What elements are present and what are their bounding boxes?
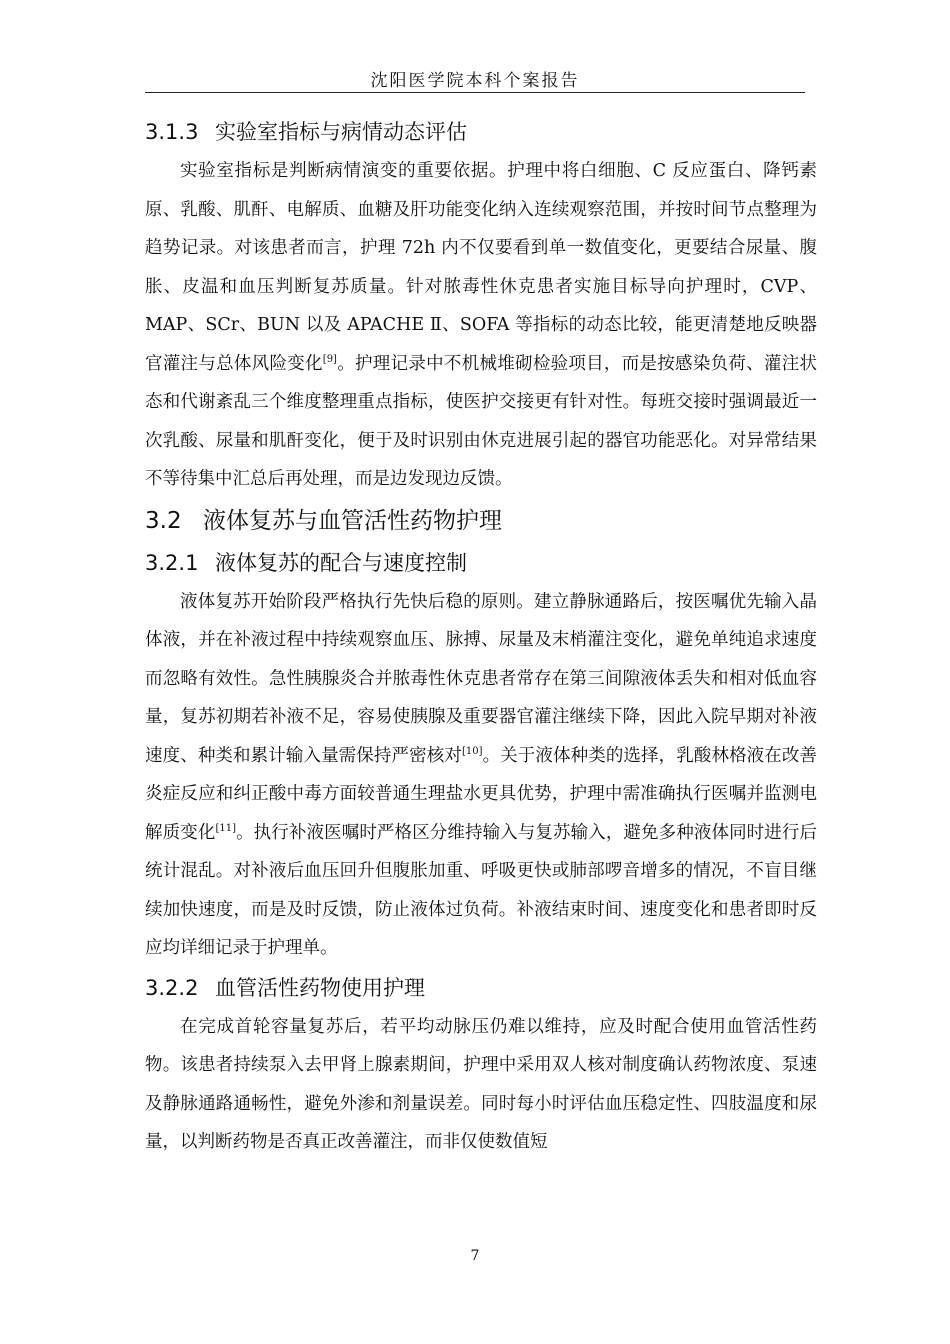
section-title: 实验室指标与病情动态评估 [215, 120, 467, 144]
paragraph-text: 。执行补液医嘱时严格区分维持输入与复苏输入，避免多种液体同时进行后统计混乱。对补液后血压回升但腹胀加重、呼吸更快或肺部啰音增多的情况，不盲目继续加快速度，而是及时反馈，防止液体过负荷。补液结束时间、速度变化和患者即时反应均详细记录于护理单。 [145, 822, 818, 958]
page-content [145, 112, 817, 1162]
citation-ref: [10] [461, 745, 483, 757]
page-header: 沈阳医学院本科个案报告 [370, 71, 580, 91]
paragraph-fluid-resuscitation [145, 583, 817, 968]
section-title: 液体复苏的配合与速度控制 [215, 550, 467, 575]
section-number: 3.1.3 [145, 120, 199, 144]
citation-ref: [9] [322, 353, 337, 365]
paragraph-text: 。护理记录中不机械堆砌检验项目，而是按感染负荷、灌注状态和代谢紊乱三个维度整理重点指标，使医护交接更有针对性。每班交接时强调最近一次乳酸、尿量和肌酐变化，便于及时识别由休克进展引起的器官功能恶化。对异常结果不等待集中汇总后再处理，而是边发现边反馈。 [145, 353, 818, 489]
section-heading-3-2 [145, 499, 817, 543]
page-number: 7 [470, 1248, 480, 1264]
citation-ref: [11] [215, 822, 236, 834]
paragraph-text: 液体复苏开始阶段严格执行先快后稳的原则。建立静脉通路后，按医嘱优先输入晶体液，并在补液过程中持续观察血压、脉搏、尿量及末梢灌注变化，避免单纯追求速度而忽略有效性。急性胰腺炎合并脓毒性休克患者常存在第三间隙液体丢失和相对低血容量，复苏初期若补液不足，容易使胰腺及重要器官灌注继续下降，因此入院早期对补液速度、种类和累计输入量需保持严密核对 [145, 591, 817, 766]
paragraph-text: 实验室指标是判断病情演变的重要依据。护理中将白细胞、C 反应蛋白、降钙素原、乳酸、肌酐、电解质、血糖及肝功能变化纳入连续观察范围，并按时间节点整理为趋势记录。对该患者而言，护理 72h 内不仅要看到单一数值变化，更要结合尿量、腹胀、皮温和血压判断复苏质量。针对脓毒性休克患者实施目标导向护理时，CVP、MAP、SCr、BUN 以及 APACHE Ⅱ、SOFA 等指标的动态比较，能更清楚地反映器官灌注与总体风险变化 [145, 161, 817, 374]
section-heading-3-2-1 [145, 543, 817, 583]
section-heading-3-1-3 [145, 112, 817, 152]
paragraph-vasoactive-drugs: 在完成首轮容量复苏后，若平均动脉压仍难以维持，应及时配合使用血管活性药物。该患者持续泵入去甲肾上腺素期间，护理中采用双人核对制度确认药物浓度、泵速及静脉通路通畅性，避免外渗和剂量误差。同时每小时评估血压稳定性、四肢温度和尿量，以判断药物是否真正改善灌注，而非仅使数值短 [145, 1016, 817, 1152]
section-heading-3-2-2 [145, 968, 817, 1008]
section-number: 3.2.1 [145, 550, 199, 575]
section-title: 血管活性药物使用护理 [215, 975, 425, 1000]
section-number: 3.2.2 [145, 975, 199, 1000]
section-number: 3.2 [145, 507, 182, 534]
header-rule [145, 92, 805, 93]
section-title: 液体复苏与血管活性药物护理 [203, 507, 502, 534]
paragraph-text: 。关于液体种类的选择，乳酸林格液在改善炎症反应和纠正酸中毒方面较普通生理盐水更具优势，护理中需准确执行医嘱并监测电解质变化 [145, 745, 818, 843]
paragraph-lab-indicators [145, 152, 817, 499]
